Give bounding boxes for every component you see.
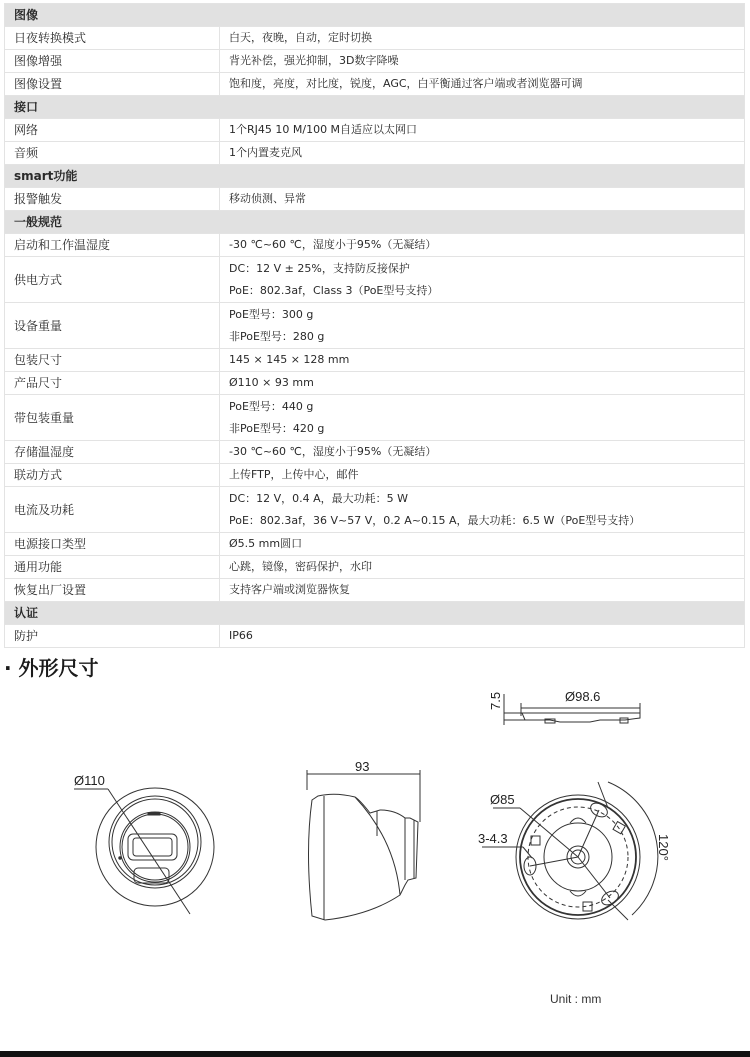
spec-value-line: PoE型号：440 g [229,399,314,413]
spec-value [220,119,745,142]
table-row [5,349,745,372]
spec-value-line: -30 ℃~60 ℃，湿度小于95%（无凝结） [229,238,437,251]
section-header [5,602,745,625]
section-title: 认证 [5,602,745,625]
table-row [5,533,745,556]
mounting-holes-label: 3-4.3 [478,831,508,846]
base-bottom-view [478,782,671,920]
spec-value-line: IP66 [229,629,253,642]
spec-label: 产品尺寸 [5,372,220,395]
spec-value [220,579,745,602]
spec-label: 带包装重量 [5,395,220,441]
table-row [5,234,745,257]
spec-value-line: Ø110 × 93 mm [229,376,314,389]
bottom-bar [0,1051,750,1057]
spec-value-line: PoE型号：300 g [229,307,314,321]
table-row [5,142,745,165]
spec-value [220,625,745,648]
dimension-drawings [0,680,750,1040]
spec-label: 音频 [5,142,220,165]
spec-value [220,533,745,556]
spec-value-line: PoE：802.3af，Class 3（PoE型号支持） [229,283,439,297]
spec-label: 恢复出厂设置 [5,579,220,602]
side-depth-label: 93 [355,759,370,774]
spec-value [220,234,745,257]
spec-value-line: 移动侦测、异常 [229,192,306,205]
spec-label: 电流及功耗 [5,487,220,533]
spec-label: 图像增强 [5,50,220,73]
spec-value-line: 非PoE型号：420 g [229,421,325,435]
spec-value-line: 白天，夜晚，自动，定时切换 [229,31,372,44]
spec-label: 供电方式 [5,257,220,303]
spec-label: 图像设置 [5,73,220,96]
spec-table [4,3,745,648]
spec-value-line: 1个RJ45 10 M/100 M自适应以太网口 [229,123,418,136]
spec-value-line: 心跳，镜像，密码保护，水印 [229,560,372,573]
unit-label: Unit : mm [550,992,602,1006]
table-row [5,579,745,602]
table-row [5,73,745,96]
spec-value-line: 非PoE型号：280 g [229,329,325,343]
section-title: smart功能 [5,165,745,188]
table-row [5,556,745,579]
spec-label: 报警触发 [5,188,220,211]
spec-value [220,372,745,395]
spec-value [220,556,745,579]
spec-label: 包装尺寸 [5,349,220,372]
section-title: 接口 [5,96,745,119]
table-row [5,441,745,464]
spec-value-line: DC：12 V ± 25%，支持防反接保护 [229,261,410,275]
spec-value-line: 1个内置麦克风 [229,146,302,159]
section-header [5,96,745,119]
spec-value [220,142,745,165]
spec-label: 防护 [5,625,220,648]
angle-label: 120° [656,834,671,861]
spec-label: 通用功能 [5,556,220,579]
table-row [5,303,745,349]
spec-value-line: 上传FTP，上传中心，邮件 [229,468,359,481]
section-title: 一般规范 [5,211,745,234]
front-diameter-label: Ø110 [74,773,105,788]
spec-value [220,464,745,487]
spec-value [220,441,745,464]
base-diameter-label: Ø98.6 [565,689,601,704]
spec-label: 电源接口类型 [5,533,220,556]
base-side-view [488,689,640,725]
spec-value [220,27,745,50]
section-header [5,211,745,234]
spec-value [220,188,745,211]
dimensions-title: · 外形尺寸 [4,656,99,680]
table-row [5,372,745,395]
table-row [5,257,745,303]
section-title: 图像 [5,4,745,27]
spec-label: 设备重量 [5,303,220,349]
spec-label: 日夜转换模式 [5,27,220,50]
spec-value [220,303,745,349]
spec-value [220,50,745,73]
table-row [5,50,745,73]
spec-value [220,73,745,96]
table-row [5,625,745,648]
table-row [5,487,745,533]
table-row [5,395,745,441]
spec-value-line: DC：12 V，0.4 A，最大功耗：5 W [229,491,409,505]
section-header [5,165,745,188]
spec-value [220,487,745,533]
spec-label: 网络 [5,119,220,142]
spec-value [220,395,745,441]
spec-value-line: PoE：802.3af，36 V~57 V，0.2 A~0.15 A，最大功耗：6.5 W（PoE型号支持） [229,513,641,527]
spec-value-line: 145 × 145 × 128 mm [229,353,350,366]
section-header [5,4,745,27]
spec-value-line: Ø5.5 mm圆口 [229,537,303,550]
spec-value-line: 背光补偿，强光抑制，3D数字降噪 [229,54,399,67]
hole-circle-label: Ø85 [490,792,515,807]
spec-label: 启动和工作温湿度 [5,234,220,257]
table-row [5,27,745,50]
spec-label: 存储温湿度 [5,441,220,464]
spec-value-line: 饱和度，亮度，对比度，锐度，AGC，白平衡通过客户端或者浏览器可调 [229,77,583,90]
front-view [74,773,214,914]
table-row [5,119,745,142]
spec-value-line: -30 ℃~60 ℃，湿度小于95%（无凝结） [229,445,437,458]
spec-value [220,257,745,303]
base-height-label: 7.5 [488,691,503,710]
spec-value-line: 支持客户端或浏览器恢复 [229,583,350,596]
table-row [5,188,745,211]
spec-label: 联动方式 [5,464,220,487]
side-view [307,759,420,920]
table-row [5,464,745,487]
spec-value [220,349,745,372]
